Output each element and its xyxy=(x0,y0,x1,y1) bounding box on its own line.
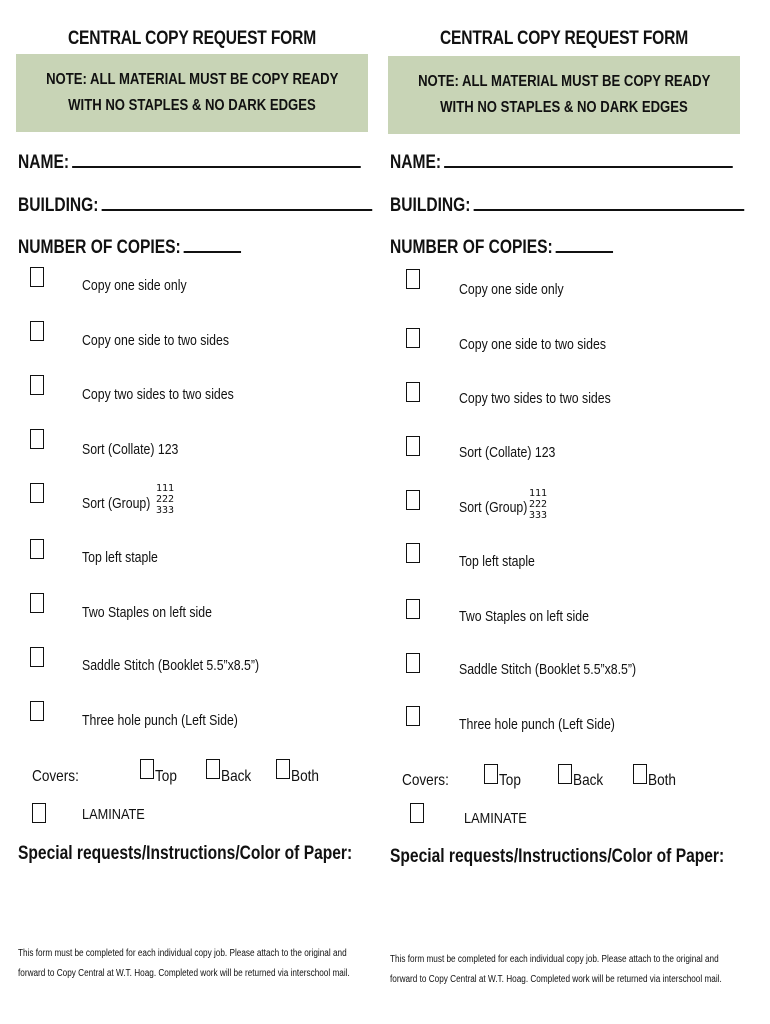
sort-group-number: 333 xyxy=(529,510,548,521)
name-field[interactable] xyxy=(390,150,733,174)
form-title: CENTRAL COPY REQUEST FORM xyxy=(439,28,689,49)
checkbox-two-to-two-sides[interactable] xyxy=(406,382,420,402)
checkbox-one-to-two-sides[interactable] xyxy=(30,321,44,341)
option-label: Copy two sides to two sides xyxy=(82,386,234,403)
option-label: Two Staples on left side xyxy=(459,608,589,625)
option-label: Sort (Group) xyxy=(459,499,528,516)
copies-field[interactable] xyxy=(18,235,241,259)
checkbox-top-left-staple[interactable] xyxy=(406,543,420,563)
cover-option-label: Top xyxy=(499,772,521,789)
option-label: Sort (Group) xyxy=(82,495,151,512)
cover-option-label: Top xyxy=(155,768,177,785)
cover-option-label: Both xyxy=(648,772,676,789)
footer-line-2: forward to Copy Central at W.T. Hoag. Completed work will be returned via interschool mail. xyxy=(18,968,350,979)
note-line-1: NOTE: ALL MATERIAL MUST BE COPY READY xyxy=(45,71,339,88)
cover-option-label: Back xyxy=(221,768,252,785)
checkbox-one-to-two-sides[interactable] xyxy=(406,328,420,348)
checkbox-copy-one-side[interactable] xyxy=(406,269,420,289)
special-requests-label: Special requests/Instructions/Color of Paper: xyxy=(18,843,353,864)
option-label: Copy one side to two sides xyxy=(459,336,607,353)
name-input-line[interactable] xyxy=(444,150,733,168)
sort-group-number: 222 xyxy=(529,499,548,510)
copy-request-form-left xyxy=(16,0,368,1024)
covers-label: Covers: xyxy=(402,772,449,789)
checkbox-laminate[interactable] xyxy=(410,803,424,823)
form-footer xyxy=(18,944,362,984)
checkbox-laminate[interactable] xyxy=(32,803,46,823)
sort-group-numbers xyxy=(156,483,174,516)
footer-line-2: forward to Copy Central at W.T. Hoag. Completed work will be returned via interschool mail. xyxy=(390,974,722,985)
checkbox-two-to-two-sides[interactable] xyxy=(30,375,44,395)
checkbox-three-hole-punch[interactable] xyxy=(406,706,420,726)
checkbox-copy-one-side[interactable] xyxy=(30,267,44,287)
checkbox-two-staples[interactable] xyxy=(30,593,44,613)
note-line-2: WITH NO STAPLES & NO DARK EDGES xyxy=(68,97,316,114)
checkbox-cover-back[interactable] xyxy=(558,764,572,784)
copies-input-line[interactable] xyxy=(556,235,613,253)
building-label: BUILDING: xyxy=(390,195,471,216)
copies-input-line[interactable] xyxy=(184,235,241,253)
laminate-label: LAMINATE xyxy=(464,810,527,827)
checkbox-sort-group[interactable] xyxy=(406,490,420,510)
option-label: Copy one side only xyxy=(459,281,564,298)
laminate-label: LAMINATE xyxy=(82,806,145,823)
checkbox-sort-collate[interactable] xyxy=(30,429,44,449)
copies-field[interactable] xyxy=(390,235,613,259)
building-field[interactable] xyxy=(390,193,744,217)
option-label: Saddle Stitch (Booklet 5.5”x8.5”) xyxy=(82,657,260,674)
checkbox-top-left-staple[interactable] xyxy=(30,539,44,559)
note-line-1: NOTE: ALL MATERIAL MUST BE COPY READY xyxy=(417,73,711,90)
option-label: Three hole punch (Left Side) xyxy=(82,712,238,729)
checkbox-cover-both[interactable] xyxy=(276,759,290,779)
checkbox-two-staples[interactable] xyxy=(406,599,420,619)
checkbox-sort-group[interactable] xyxy=(30,483,44,503)
option-label: Three hole punch (Left Side) xyxy=(459,716,615,733)
checkbox-cover-top[interactable] xyxy=(484,764,498,784)
sort-group-number: 222 xyxy=(156,494,175,505)
copy-request-form-right xyxy=(388,0,740,1024)
checkbox-cover-top[interactable] xyxy=(140,759,154,779)
option-label: Top left staple xyxy=(82,549,158,566)
option-label: Sort (Collate) 123 xyxy=(82,441,179,458)
special-requests-label: Special requests/Instructions/Color of Paper: xyxy=(390,846,725,867)
option-label: Copy two sides to two sides xyxy=(459,390,611,407)
form-title: CENTRAL COPY REQUEST FORM xyxy=(67,28,317,49)
sort-group-number: 111 xyxy=(156,483,175,494)
footer-line-1: This form must be completed for each individual copy job. Please attach to the original and xyxy=(390,954,719,965)
checkbox-saddle-stitch[interactable] xyxy=(30,647,44,667)
covers-label: Covers: xyxy=(32,768,79,785)
note-box xyxy=(388,56,740,134)
building-field[interactable] xyxy=(18,193,372,217)
checkbox-saddle-stitch[interactable] xyxy=(406,653,420,673)
option-label: Saddle Stitch (Booklet 5.5”x8.5”) xyxy=(459,661,637,678)
checkbox-cover-both[interactable] xyxy=(633,764,647,784)
option-label: Sort (Collate) 123 xyxy=(459,444,556,461)
copies-label: NUMBER OF COPIES: xyxy=(390,237,553,258)
checkbox-three-hole-punch[interactable] xyxy=(30,701,44,721)
sort-group-numbers xyxy=(529,488,547,521)
note-line-2: WITH NO STAPLES & NO DARK EDGES xyxy=(440,99,688,116)
name-label: NAME: xyxy=(390,152,442,173)
building-input-line[interactable] xyxy=(102,193,373,211)
note-box xyxy=(16,54,368,132)
building-label: BUILDING: xyxy=(18,195,99,216)
form-footer xyxy=(390,950,734,990)
name-label: NAME: xyxy=(18,152,70,173)
option-label: Two Staples on left side xyxy=(82,604,212,621)
checkbox-sort-collate[interactable] xyxy=(406,436,420,456)
sort-group-number: 333 xyxy=(156,505,175,516)
cover-option-label: Back xyxy=(573,772,604,789)
sort-group-number: 111 xyxy=(529,488,548,499)
name-input-line[interactable] xyxy=(72,150,361,168)
name-field[interactable] xyxy=(18,150,361,174)
footer-line-1: This form must be completed for each individual copy job. Please attach to the original and xyxy=(18,948,347,959)
cover-option-label: Both xyxy=(291,768,319,785)
option-label: Top left staple xyxy=(459,553,535,570)
copies-label: NUMBER OF COPIES: xyxy=(18,237,181,258)
option-label: Copy one side only xyxy=(82,277,187,294)
option-label: Copy one side to two sides xyxy=(82,332,230,349)
building-input-line[interactable] xyxy=(474,193,745,211)
checkbox-cover-back[interactable] xyxy=(206,759,220,779)
